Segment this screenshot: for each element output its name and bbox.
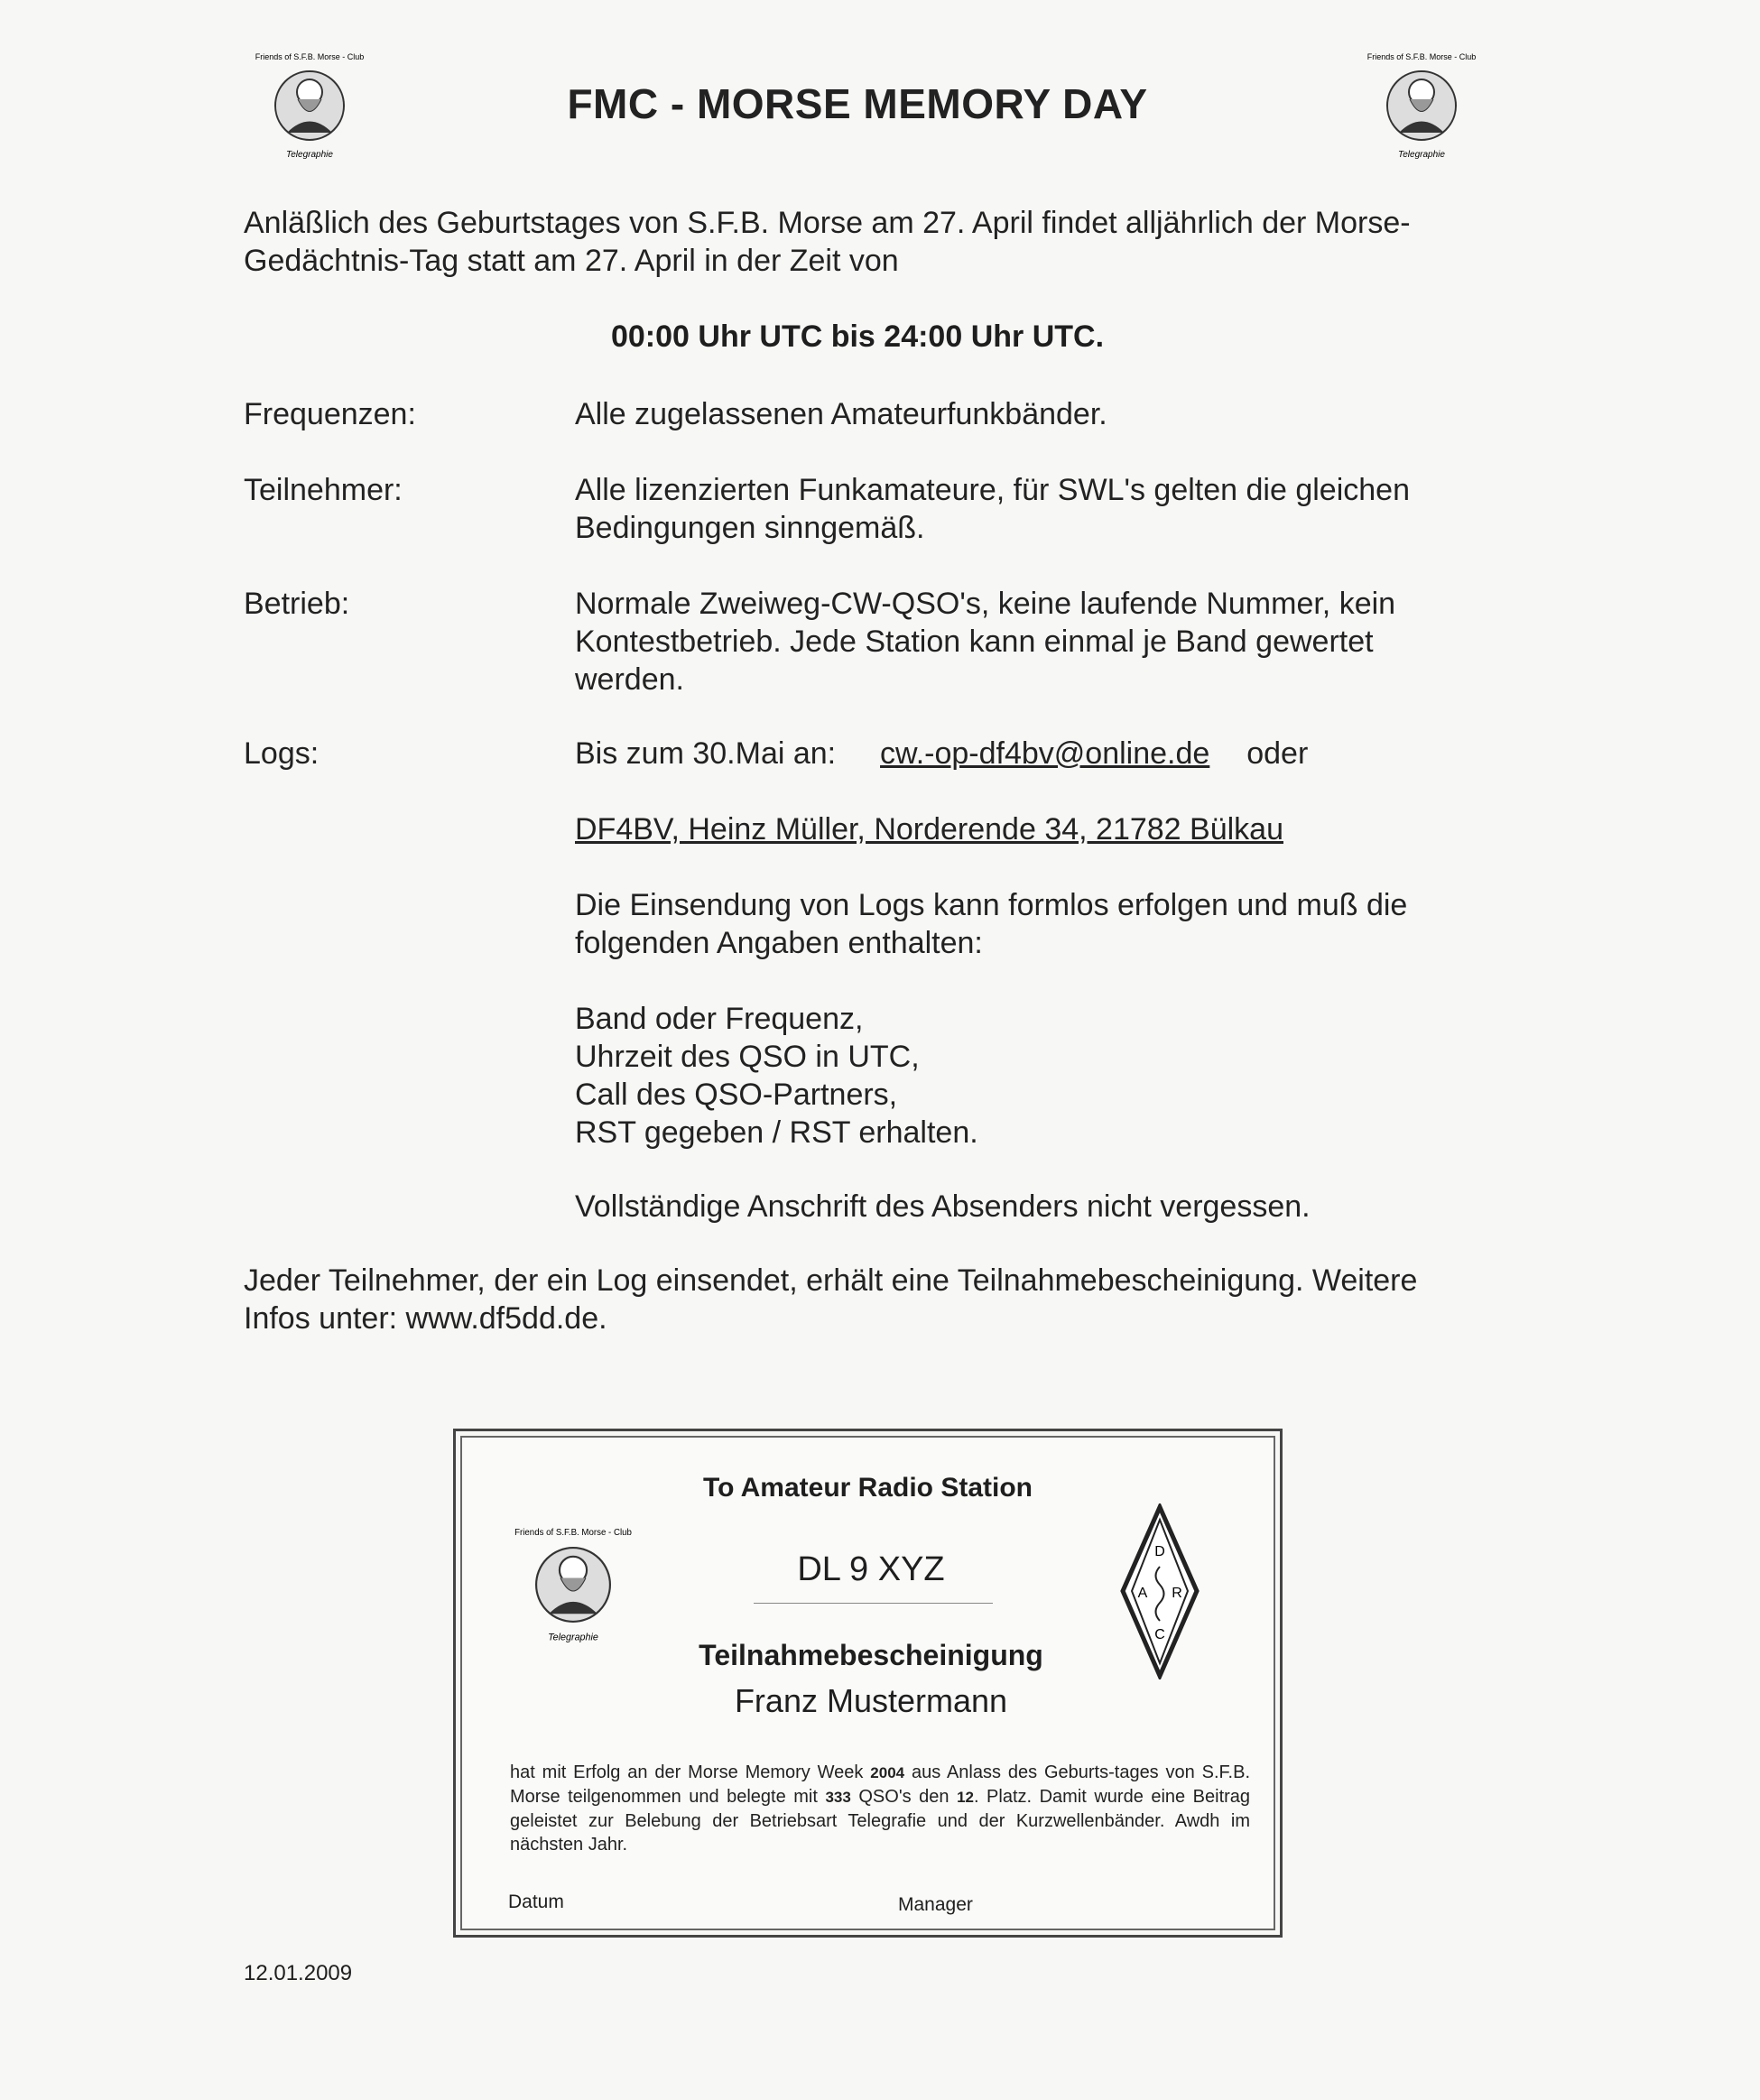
closing-text: Jeder Teilnehmer, der ein Log einsendet, erhält eine Teilnahmebescheinigung. Weitere Infos unter: www.df5dd.de. xyxy=(244,1263,1418,1336)
certificate-heading: To Amateur Radio Station xyxy=(702,1473,1033,1503)
manager-label: Manager xyxy=(898,1894,973,1915)
svg-text:Telegraphie: Telegraphie xyxy=(286,150,333,160)
svg-text:D: D xyxy=(1154,1544,1165,1559)
rule-value-betrieb: Normale Zweiweg-CW-QSO's, keine laufende Nummer, kein Kontestbetrieb. Jede Station kann einmal je Band gewertet werden. xyxy=(575,587,1396,697)
required-fields-list xyxy=(575,1000,1532,1152)
recipient-name: Franz Mustermann xyxy=(734,1682,1008,1719)
document-date: 12.01.2009 xyxy=(244,1961,353,1985)
datum-label: Datum xyxy=(508,1892,564,1912)
postal-address: DF4BV, Heinz Müller, Norderende 34, 21782 Bülkau xyxy=(575,812,1283,846)
svg-text:Telegraphie: Telegraphie xyxy=(1398,150,1445,160)
rule-label-teilnehmer: Teilnehmer: xyxy=(244,473,403,507)
svg-text:Friends of S.F.B. Morse - Club: Friends of S.F.B. Morse - Club xyxy=(514,1528,632,1539)
club-logo-right xyxy=(1363,47,1480,164)
svg-text:Friends of S.F.B. Morse - Club: Friends of S.F.B. Morse - Club xyxy=(1366,52,1477,61)
intro-text xyxy=(244,204,1411,280)
certificate-subtitle: Teilnahmebescheinigung xyxy=(699,1639,1043,1671)
rule-label-betrieb: Betrieb: xyxy=(244,587,350,621)
time-range: 00:00 Uhr UTC bis 24:00 Uhr UTC. xyxy=(610,319,1105,354)
rule-value-teilnehmer: Alle lizenzierten Funkamateure, für SWL's gelten die gleichen Bedingungen sinngemäß. xyxy=(575,473,1410,545)
list-item: RST gegeben / RST erhalten. xyxy=(575,1115,978,1150)
callsign-rule xyxy=(754,1603,993,1604)
list-item: Uhrzeit des QSO in UTC, xyxy=(575,1040,920,1074)
log-email-link[interactable]: cw.-op-df4bv@online.de xyxy=(880,736,1210,771)
club-logo-left xyxy=(251,47,368,164)
darc-logo xyxy=(1119,1503,1200,1679)
intro-line-2: Gedächtnis-Tag statt am 27. April in der Zeit von xyxy=(244,244,899,278)
svg-text:Telegraphie: Telegraphie xyxy=(548,1632,598,1643)
sender-reminder: Vollständige Anschrift des Absenders nicht vergessen. xyxy=(575,1189,1311,1224)
rule-value-frequenzen: Alle zugelassenen Amateurfunkbänder. xyxy=(575,397,1107,431)
rule-label-frequenzen: Frequenzen: xyxy=(244,397,416,431)
svg-text:R: R xyxy=(1172,1586,1182,1601)
svg-text:A: A xyxy=(1137,1586,1148,1601)
page-title: FMC - MORSE MEMORY DAY xyxy=(567,80,1148,127)
rule-label-logs: Logs: xyxy=(244,736,320,771)
logs-submit-line: Bis zum 30.Mai an: cw.-op-df4bv@online.de oder xyxy=(575,736,1309,771)
list-item: Band oder Frequenz, xyxy=(575,1002,864,1036)
svg-text:C: C xyxy=(1154,1627,1165,1642)
list-item: Call des QSO-Partners, xyxy=(575,1078,898,1112)
svg-text:Friends of S.F.B. Morse - Club: Friends of S.F.B. Morse - Club xyxy=(255,52,365,61)
certificate-body: hat mit Erfolg an der Morse Memory Week 2004 aus Anlass des Geburts-tages von S.F.B. Morse teilgenommen und belegte mit 333 QSO's den 12. Platz. Damit wurde eine Beitrag geleistet zur Belebung der Betriebsart Telegrafie und der Kurzwellenbänder. Awdh im nächsten Jahr. xyxy=(510,1762,1251,1855)
logs-note: Die Einsendung von Logs kann formlos erfolgen und muß die folgenden Angaben enthalten: xyxy=(575,888,1408,960)
certificate-sample xyxy=(453,1429,1283,1938)
certificate-club-logo xyxy=(510,1522,636,1648)
intro-line-1: Anläßlich des Geburtstages von S.F.B. Morse am 27. April findet alljährlich der Morse- xyxy=(244,206,1411,240)
station-callsign: DL 9 XYZ xyxy=(797,1550,945,1588)
